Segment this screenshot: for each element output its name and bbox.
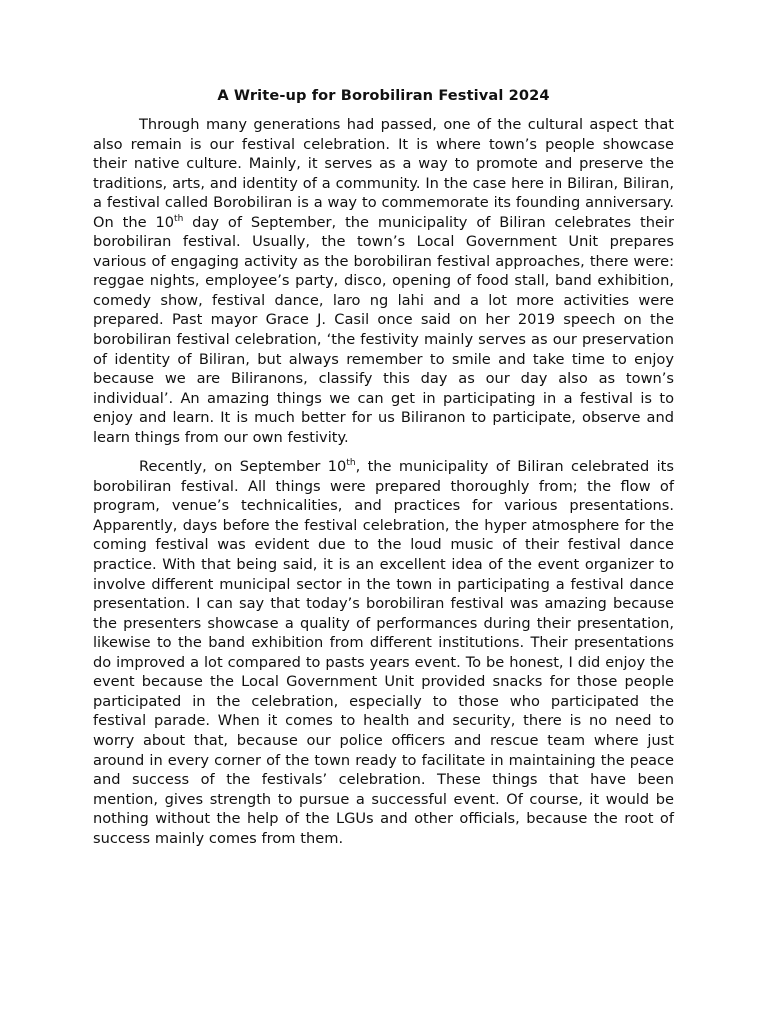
paragraph-2-part-1: Recently, on September 10: [139, 458, 347, 476]
paragraph-1: [93, 115, 674, 447]
paragraph-1-part-1: Through many generations had passed, one of the cultural aspect that also remain is our festival celebration. It is where town’s people showcase their native culture. Mainly, it serves as a way to promote and preserve the traditions, arts, and identity of a community. In the case here in Biliran, Biliran, a festival called Borobiliran is a way to commemorate its founding anniversary. On the 10: [93, 116, 674, 231]
document-page: [93, 86, 674, 858]
paragraph-1-part-2: day of September, the municipality of Biliran celebrates their borobiliran festival. Usually, the town’s Local Government Unit prepares various of engaging activity as the borobiliran festival approaches, there were: reggae nights, employee’s party, disco, opening of food stall, band exhibition, comedy show, festival dance, laro ng lahi and a lot more activities were prepared. Past mayor Grace J. Casil once said on her 2019 speech on the borobiliran festival celebration, ‘the festivity mainly serves as our preservation of identity of Biliran, but always remember to smile and take time to enjoy because we are Biliranons, classify this day as our day also as town’s individual’. An amazing things we can get in participating in a festival is to enjoy and learn. It is much better for us Biliranon to participate, observe and learn things from our own festivity.: [93, 213, 674, 446]
document-title: A Write-up for Borobiliran Festival 2024: [217, 87, 550, 104]
paragraph-2: [93, 457, 674, 848]
paragraph-2-part-2: , the municipality of Biliran celebrated its borobiliran festival. All things were prepared thoroughly from; the flow of program, venue’s technicalities, and practices for various presentations. Apparently, days before the festival celebration, the hyper atmosphere for the coming festival was evident due to the loud music of their festival dance practice. With that being said, it is an excellent idea of the event organizer to involve different municipal sector in the town in participating a festival dance presentation. I can say that today’s borobiliran festival was amazing because the presenters showcase a quality of performances during their presentation, likewise to the band exhibition from different institutions. Their presentations do improved a lot compared to pasts years event. To be honest, I did enjoy the event because the Local Government Unit provided snacks for those people participated in the celebration, especially to those who participated the festival parade. When it comes to health and security, there is no need to worry about that, because our police officers and rescue team where just around in every corner of the town ready to facilitate in maintaining the peace and success of the festivals’ celebration. These things that have been mention, gives strength to pursue a successful event. Of course, it would be nothing without the help of the LGUs and other officials, because the root of success mainly comes from them.: [93, 458, 674, 847]
paragraph-1-ordinal-suffix: th: [174, 213, 184, 224]
paragraph-2-ordinal-suffix: th: [346, 458, 356, 469]
